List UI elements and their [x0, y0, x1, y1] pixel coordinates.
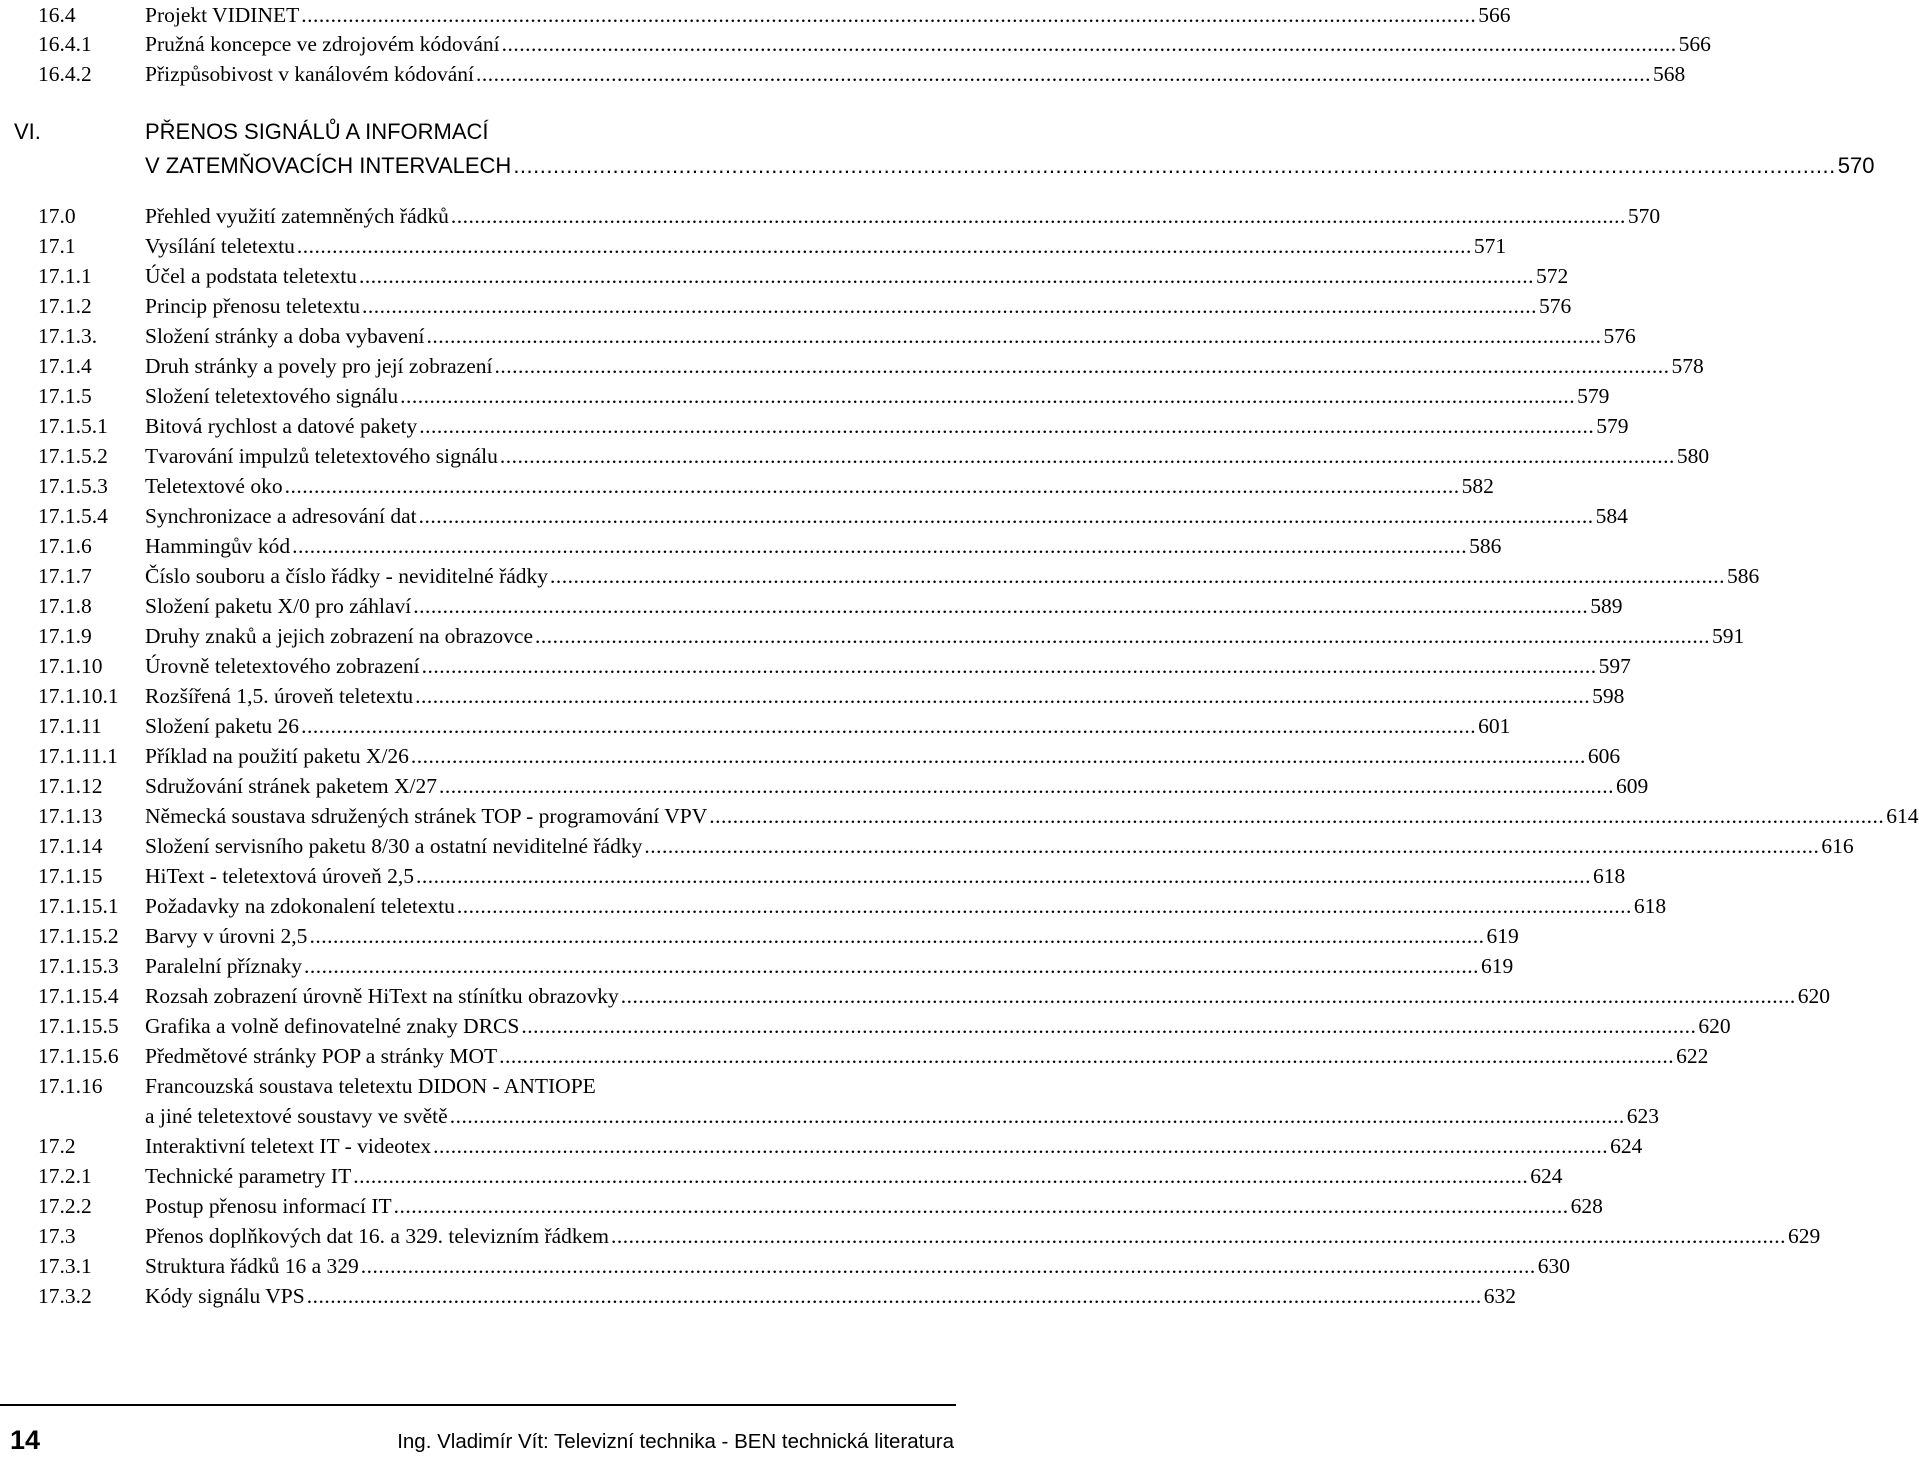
- toc-entry-page: 579: [1577, 384, 1610, 408]
- toc-entry-page: 629: [1787, 1224, 1821, 1248]
- toc-entry: [0, 1251, 1571, 1281]
- dot-leader: ........................................................................................................................................................................................................: [292, 534, 1468, 558]
- toc-entry: [0, 561, 1760, 591]
- toc-entry-title: a jiné teletextové soustavy ve světě: [145, 1104, 448, 1128]
- dot-leader: ........................................................................................................................................................................................................: [476, 62, 1652, 86]
- toc-entry-page: 618: [1633, 894, 1667, 918]
- dot-leader: ........................................................................................................................................................................................................: [309, 924, 1485, 948]
- toc-entry: [0, 351, 1704, 381]
- toc-entry-page: 591: [1712, 624, 1745, 648]
- dot-leader: ........................................................................................................................................................................................................: [306, 1284, 1482, 1308]
- toc-entry-page: 598: [1592, 684, 1625, 708]
- dot-leader: ........................................................................................................................................................................................................: [438, 774, 1614, 798]
- toc-entry: [0, 321, 1636, 351]
- toc-entry-page: 624: [1610, 1134, 1643, 1158]
- toc-entry-number: 17.1.13: [38, 804, 103, 828]
- toc-entry-number: 17.1.15: [38, 864, 103, 888]
- dot-leader: ........................................................................................................................................................................................................: [709, 804, 1885, 828]
- toc-entry-title: Projekt VIDINET: [145, 3, 300, 27]
- toc-entry-title: Příklad na použití paketu X/26: [145, 744, 409, 768]
- dot-leader: ........................................................................................................................................................................................................: [393, 1194, 1569, 1218]
- dot-leader: ........................................................................................................................................................................................................: [610, 1224, 1786, 1248]
- toc-entry: [0, 681, 1625, 711]
- dot-leader: ........................................................................................................................................................................................................: [620, 984, 1796, 1008]
- dot-leader: ........................................................................................................................................................................................................: [413, 594, 1589, 618]
- toc-entry-page: 624: [1530, 1164, 1563, 1188]
- toc-entry: [0, 1191, 1603, 1221]
- toc-entry-number: 17.1.15.3: [38, 954, 119, 978]
- toc-entry-title: Předmětové stránky POP a stránky MOT: [145, 1044, 498, 1068]
- toc-entry-title: Požadavky na zdokonalení teletextu: [145, 894, 455, 918]
- toc-entry: [0, 1161, 1563, 1191]
- toc-entry: [0, 291, 1572, 321]
- toc-entry-number: 17.1.6: [38, 534, 92, 558]
- toc-entry-number: 17.1.5.3: [38, 474, 108, 498]
- toc-entry-page: 570: [1627, 204, 1661, 228]
- toc-entry: [0, 1131, 1643, 1161]
- toc-entry: [0, 381, 1610, 411]
- toc-entry-number: 17.3.1: [38, 1254, 92, 1278]
- toc-entry-number: 17.1.4: [38, 354, 92, 378]
- toc-entry-title: Interaktivní teletext IT - videotex: [145, 1134, 432, 1158]
- toc-entry-number: 17.2.2: [38, 1194, 92, 1218]
- footer-divider: [0, 1404, 956, 1406]
- toc-entry-page: 576: [1603, 324, 1636, 348]
- dot-leader: ........................................................................................................................................................................................................: [513, 153, 1836, 178]
- toc-entry-title: Teletextové oko: [145, 474, 283, 498]
- toc-entry-title: Tvarování impulzů teletextového signálu: [145, 444, 498, 468]
- toc-entry-title: Synchronizace a adresování dat: [145, 504, 417, 528]
- toc-entry-page: 620: [1797, 984, 1830, 1008]
- dot-leader: ........................................................................................................................................................................................................: [521, 1014, 1697, 1038]
- toc-entry-title: Kódy signálu VPS: [145, 1284, 305, 1308]
- dot-leader: ........................................................................................................................................................................................................: [418, 504, 1594, 528]
- toc-entry-number: 17.1.10: [38, 654, 103, 678]
- toc-entry-page: 582: [1461, 474, 1494, 498]
- dot-leader: ........................................................................................................................................................................................................: [360, 1254, 1536, 1278]
- toc-entry-number: 17.1.14: [38, 834, 103, 858]
- toc-entry-page: 616: [1821, 834, 1854, 858]
- dot-leader: ........................................................................................................................................................................................................: [456, 894, 1632, 918]
- toc-entry-page: 606: [1587, 744, 1621, 768]
- dot-leader: ........................................................................................................................................................................................................: [296, 234, 1472, 258]
- toc-entry-title: Barvy v úrovni 2,5: [145, 924, 308, 948]
- dot-leader: ........................................................................................................................................................................................................: [499, 1044, 1675, 1068]
- toc-entry: [0, 531, 1502, 561]
- toc-entry-number: 17.1.1: [38, 264, 92, 288]
- toc-entry-page: 628: [1570, 1194, 1603, 1218]
- toc-entry-title: Sdružování stránek paketem X/27: [145, 774, 437, 798]
- toc-entry-page: 576: [1538, 294, 1572, 318]
- toc-entry-title: Struktura řádků 16 a 329: [145, 1254, 359, 1278]
- toc-entry: [0, 29, 1711, 59]
- dot-leader: ........................................................................................................................................................................................................: [410, 744, 1586, 768]
- toc-entry-title: Úrovně teletextového zobrazení: [145, 654, 420, 678]
- toc-entry-page: 572: [1535, 264, 1569, 288]
- toc-entry: [0, 801, 1919, 831]
- toc-entry: [0, 741, 1621, 771]
- toc-entry-page: 630: [1537, 1254, 1571, 1278]
- toc-entry-number: 17.1.10.1: [38, 684, 119, 708]
- toc-entry-number: 17.1.5.4: [38, 504, 108, 528]
- toc-entry-number: 17.0: [38, 204, 76, 228]
- toc-entry-title: Francouzská soustava teletextu DIDON - ANTIOPE: [145, 1074, 596, 1098]
- toc-entry-number: 17.1.15.5: [38, 1014, 119, 1038]
- dot-leader: ........................................................................................................................................................................................................: [494, 354, 1670, 378]
- dot-leader: ........................................................................................................................................................................................................: [426, 324, 1602, 348]
- dot-leader: ........................................................................................................................................................................................................: [284, 474, 1460, 498]
- toc-entry-title: Hammingův kód: [145, 534, 291, 558]
- toc-entry: [0, 231, 1507, 261]
- toc-entry-number: 17.1.2: [38, 294, 92, 318]
- toc-entry-page: 620: [1698, 1014, 1731, 1038]
- dot-leader: ........................................................................................................................................................................................................: [304, 954, 1480, 978]
- toc-entry-title: PŘENOS SIGNÁLŮ A INFORMACÍ: [145, 119, 489, 144]
- dot-leader: ........................................................................................................................................................................................................: [433, 1134, 1609, 1158]
- dot-leader: ........................................................................................................................................................................................................: [415, 684, 1591, 708]
- toc-entry-title: Vysílání teletextu: [145, 234, 295, 258]
- toc-entry: [0, 771, 1649, 801]
- toc-entry-page: 584: [1595, 504, 1628, 528]
- toc-entry-title: Postup přenosu informací IT: [145, 1194, 392, 1218]
- toc-entry-title: Princip přenosu teletextu: [145, 294, 360, 318]
- toc-entry: [0, 921, 1519, 951]
- toc-entry: [0, 1041, 1709, 1071]
- dot-leader: ........................................................................................................................................................................................................: [301, 714, 1477, 738]
- toc-entry-number: 17.1.9: [38, 624, 92, 648]
- toc-entry-number: 16.4.2: [38, 62, 92, 86]
- toc-entry-number: 17.3: [38, 1224, 76, 1248]
- toc-entry-page: 571: [1473, 234, 1507, 258]
- toc-entry-title: Složení stránky a doba vybavení: [145, 324, 425, 348]
- dot-leader: ........................................................................................................................................................................................................: [450, 204, 1626, 228]
- toc-entry-number: VI.: [14, 119, 41, 144]
- toc-chapter-heading: [0, 117, 960, 147]
- toc-entry-page: 619: [1481, 954, 1514, 978]
- toc-entry-title: Přizpůsobivost v kanálovém kódování: [145, 62, 475, 86]
- toc-entry-title: Číslo souboru a číslo řádky - neviditelné řádky: [145, 564, 549, 588]
- toc-entry-title: Složení servisního paketu 8/30 a ostatní neviditelné řádky: [145, 834, 643, 858]
- toc-entry-title: Rozšířená 1,5. úroveň teletextu: [145, 684, 414, 708]
- toc-entry-number: 17.1.11: [38, 714, 102, 738]
- toc-entry-title: Grafika a volně definovatelné znaky DRCS: [145, 1014, 520, 1038]
- toc-entry: [0, 1071, 960, 1101]
- toc-entry-page: 580: [1676, 444, 1710, 468]
- dot-leader: ........................................................................................................................................................................................................: [550, 564, 1726, 588]
- toc-entry-number: 17.1: [38, 234, 76, 258]
- toc-entry: [0, 501, 1628, 531]
- dot-leader: ........................................................................................................................................................................................................: [361, 294, 1537, 318]
- toc-entry-number: 17.1.8: [38, 594, 92, 618]
- dot-leader: ........................................................................................................................................................................................................: [415, 864, 1591, 888]
- toc-entry-title: Přehled využití zatemněných řádků: [145, 204, 449, 228]
- toc-entry-title: Složení paketu X/0 pro záhlaví: [145, 594, 412, 618]
- toc-entry: [0, 1011, 1731, 1041]
- footer-credit: Ing. Vladimír Vít: Televizní technika - BEN technická literatura: [397, 1430, 954, 1453]
- toc-entry-number: 17.1.3.: [38, 324, 98, 348]
- toc-entry-title: Německá soustava sdružených stránek TOP - programování VPV: [145, 804, 708, 828]
- toc-entry-page: 578: [1671, 354, 1704, 378]
- dot-leader: ........................................................................................................................................................................................................: [400, 384, 1576, 408]
- toc-chapter-heading: [0, 151, 1875, 181]
- toc-entry-page: 632: [1483, 1284, 1516, 1308]
- toc-entry-page: 568: [1653, 62, 1686, 86]
- dot-leader: ........................................................................................................................................................................................................: [499, 444, 1675, 468]
- dot-leader: ........................................................................................................................................................................................................: [535, 624, 1710, 648]
- toc-entry-title: Přenos doplňkových dat 16. a 329. televizním řádkem: [145, 1224, 609, 1248]
- toc-entry-title: Paralelní příznaky: [145, 954, 303, 978]
- toc-entry-page: 566: [1678, 32, 1711, 56]
- toc-entry-number: 17.2.1: [38, 1164, 92, 1188]
- toc-entry: [0, 1221, 1821, 1251]
- dot-leader: ........................................................................................................................................................................................................: [301, 3, 1477, 27]
- toc-entry: [0, 0, 1511, 30]
- toc-entry-title: Druhy znaků a jejich zobrazení na obrazovce: [145, 624, 533, 648]
- toc-entry: [0, 591, 1623, 621]
- toc-entry-title: V ZATEMŇOVACÍCH INTERVALECH: [145, 153, 512, 178]
- toc-entry-page: 586: [1469, 534, 1502, 558]
- toc-entry: [0, 441, 1710, 471]
- toc-entry-title: Druh stránky a povely pro její zobrazení: [145, 354, 493, 378]
- toc-entry-number: 17.1.15.4: [38, 984, 119, 1008]
- toc-entry-number: 17.1.15.6: [38, 1044, 119, 1068]
- toc-entry-number: 17.1.15.1: [38, 894, 119, 918]
- toc-entry: [0, 1101, 1659, 1131]
- toc-entry-title: Technické parametry IT: [145, 1164, 352, 1188]
- toc-entry: [0, 861, 1626, 891]
- toc-entry-page: 586: [1727, 564, 1760, 588]
- toc-entry: [0, 951, 1514, 981]
- toc-entry-page: 622: [1676, 1044, 1709, 1068]
- toc-entry-title: Bitová rychlost a datové pakety: [145, 414, 418, 438]
- toc-entry: [0, 981, 1830, 1011]
- toc-entry: [0, 471, 1494, 501]
- toc-entry-number: 16.4.1: [38, 32, 92, 56]
- toc-entry: [0, 261, 1569, 291]
- toc-entry-page: 619: [1486, 924, 1519, 948]
- toc-entry-page: 570: [1837, 153, 1875, 178]
- toc-entry-number: 17.1.12: [38, 774, 103, 798]
- toc-entry-number: 17.1.5.2: [38, 444, 108, 468]
- dot-leader: ........................................................................................................................................................................................................: [501, 32, 1677, 56]
- toc-entry-page: 618: [1592, 864, 1626, 888]
- toc-entry-page: 609: [1615, 774, 1649, 798]
- toc-entry-title: Složení paketu 26: [145, 714, 300, 738]
- toc-entry-number: 17.1.15.2: [38, 924, 119, 948]
- toc-entry-page: 566: [1478, 3, 1511, 27]
- toc-entry-title: Účel a podstata teletextu: [145, 264, 357, 288]
- toc-entry: [0, 411, 1629, 441]
- toc-entry-title: HiText - teletextová úroveň 2,5: [145, 864, 414, 888]
- dot-leader: ........................................................................................................................................................................................................: [353, 1164, 1529, 1188]
- toc-entry: [0, 651, 1631, 681]
- toc-entry-number: 17.1.16: [38, 1074, 103, 1098]
- dot-leader: ........................................................................................................................................................................................................: [358, 264, 1534, 288]
- toc-entry: [0, 891, 1667, 921]
- dot-leader: ........................................................................................................................................................................................................: [419, 414, 1595, 438]
- toc-entry-number: 16.4: [38, 3, 76, 27]
- toc-entry-number: 17.3.2: [38, 1284, 92, 1308]
- toc-entry: [0, 59, 1686, 89]
- dot-leader: ........................................................................................................................................................................................................: [421, 654, 1597, 678]
- toc-entry-page: 601: [1478, 714, 1511, 738]
- toc-entry-title: Pružná koncepce ve zdrojovém kódování: [145, 32, 500, 56]
- toc-entry-number: 17.2: [38, 1134, 76, 1158]
- toc-entry-page: 589: [1590, 594, 1623, 618]
- toc-entry-page: 623: [1626, 1104, 1659, 1128]
- toc-entry-title: Rozsah zobrazení úrovně HiText na stínítku obrazovky: [145, 984, 619, 1008]
- toc-entry-number: 17.1.7: [38, 564, 92, 588]
- toc-entry-page: 597: [1598, 654, 1631, 678]
- dot-leader: ........................................................................................................................................................................................................: [449, 1104, 1625, 1128]
- toc-entry-title: Složení teletextového signálu: [145, 384, 399, 408]
- toc-entry-number: 17.1.5: [38, 384, 92, 408]
- toc-entry-number: 17.1.11.1: [38, 744, 118, 768]
- toc-entry: [0, 1281, 1516, 1311]
- toc-entry-page: 614: [1886, 804, 1919, 828]
- toc-entry: [0, 201, 1661, 231]
- toc-entry: [0, 621, 1745, 651]
- page-number: 14: [10, 1425, 41, 1455]
- toc-entry: [0, 711, 1511, 741]
- toc-entry-page: 579: [1596, 414, 1629, 438]
- toc-entry-number: 17.1.5.1: [38, 414, 108, 438]
- dot-leader: ........................................................................................................................................................................................................: [644, 834, 1820, 858]
- toc-entry: [0, 831, 1854, 861]
